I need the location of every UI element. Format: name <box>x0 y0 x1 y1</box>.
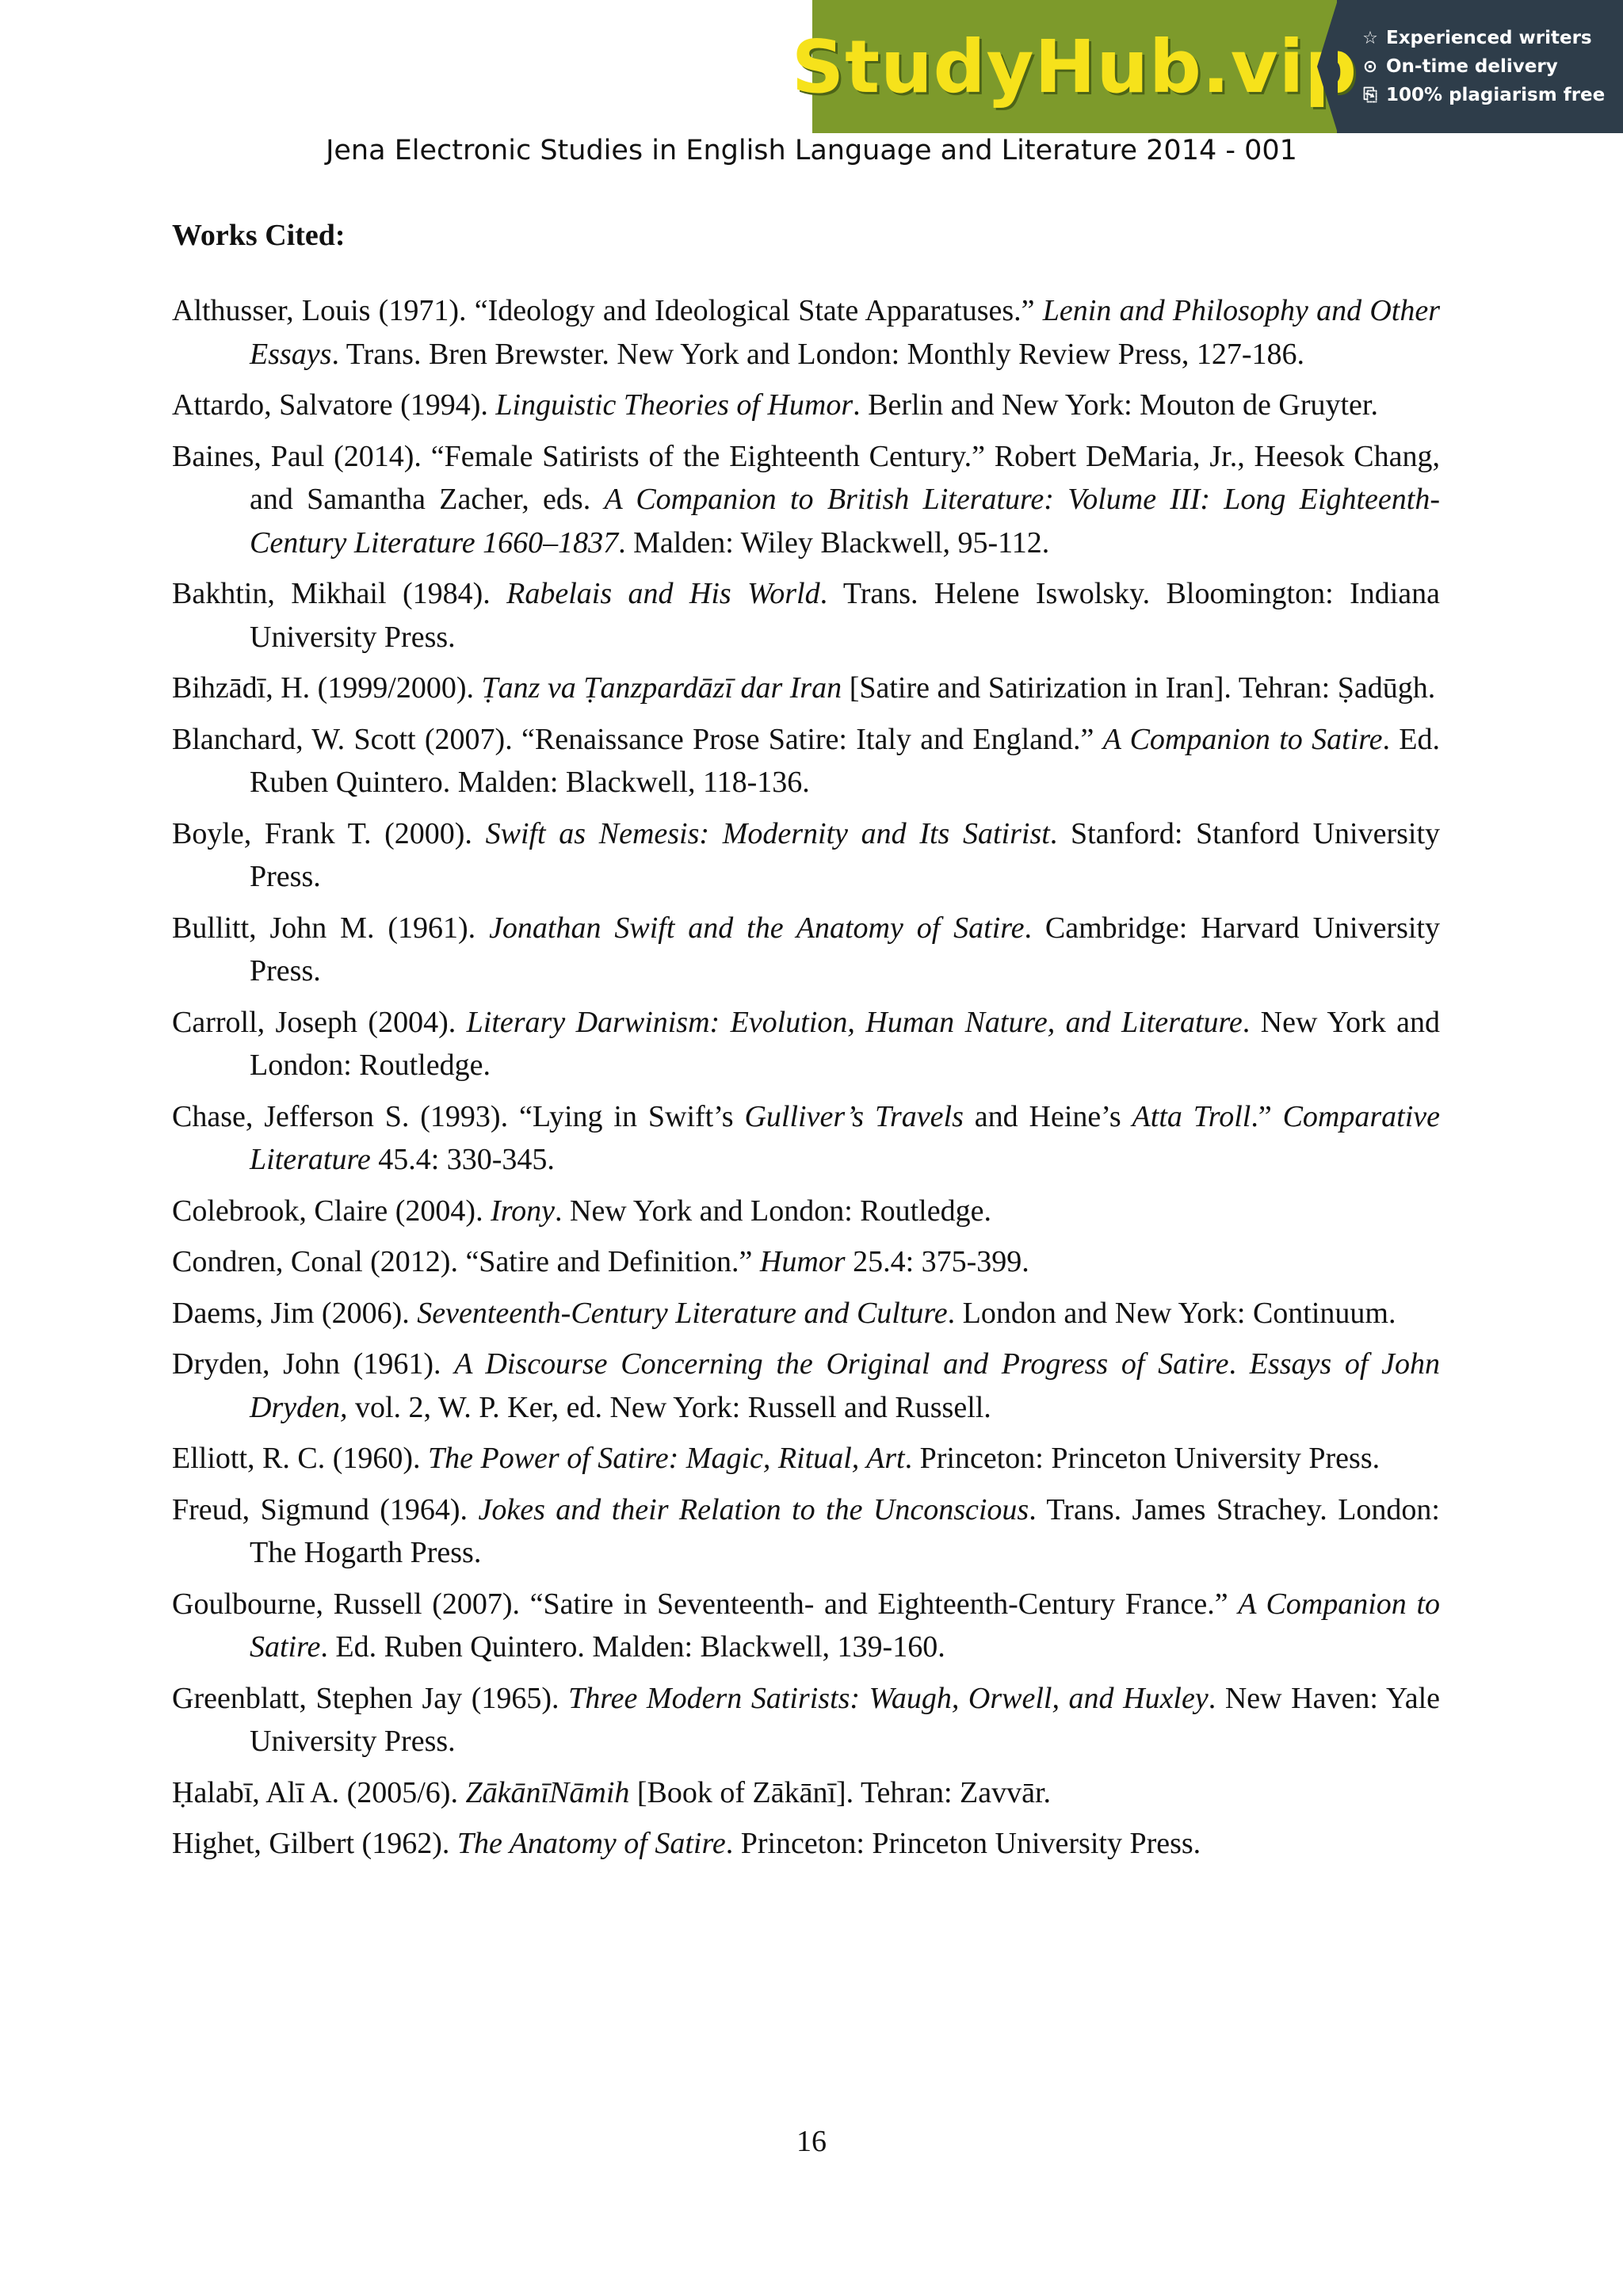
reference-text: [Book of Zākānī]. Tehran: Zavvār. <box>629 1775 1052 1809</box>
reference-title: ZākānīNāmih <box>465 1775 630 1809</box>
reference-title: Humor <box>759 1245 846 1278</box>
reference-list <box>172 289 1440 1874</box>
reference-text: Daems, Jim (2006). <box>172 1296 418 1330</box>
banner-logo[interactable] <box>791 0 1358 133</box>
reference-title: A Discourse Concerning the Original and Progress of Satire <box>454 1347 1229 1381</box>
reference-title: Lenin and Philosophy and Other Essays <box>250 294 1440 371</box>
reference-title: Essays of John Dryden, <box>250 1347 1441 1424</box>
page-number: 16 <box>796 2125 827 2158</box>
reference-text: vol. 2, W. P. Ker, ed. New York: Russell and Russell. <box>347 1390 991 1424</box>
reference-text: . New York and London: Routledge. <box>250 1005 1441 1082</box>
reference-title: A Companion to British Literature: Volume III: Long Eighteenth-Century Literature 1660–1837 <box>250 483 1441 560</box>
ad-banner[interactable] <box>791 0 1623 133</box>
reference-text: Dryden, John (1961). <box>172 1347 455 1381</box>
banner-features <box>1337 0 1623 133</box>
banner-feature <box>1361 28 1623 48</box>
reference-text: 45.4: 330-345. <box>370 1143 555 1176</box>
banner-divider <box>1317 0 1338 133</box>
reference-title: Comparative Literature <box>250 1099 1441 1176</box>
reference-entry <box>172 435 1440 565</box>
reference-text: Greenblatt, Stephen Jay (1965). <box>172 1681 569 1715</box>
banner-logo-text: StudyHub.vip <box>791 24 1358 109</box>
reference-entry <box>172 1677 1440 1763</box>
reference-title: Rabelais and His World <box>506 577 820 610</box>
reference-text: . Cambridge: Harvard University Press. <box>250 911 1440 988</box>
reference-title: Ṭanz va Ṭanzpardāzī dar Iran <box>481 671 842 705</box>
reference-entry <box>172 1771 1440 1815</box>
reference-title: Irony <box>491 1194 555 1228</box>
reference-text: [Satire and Satirization in Iran]. Tehran: Ṣadūgh. <box>842 671 1436 705</box>
reference-entry <box>172 384 1440 427</box>
reference-entry <box>172 1001 1440 1087</box>
reference-text: Colebrook, Claire (2004). <box>172 1194 491 1228</box>
reference-text: . <box>1228 1347 1250 1381</box>
banner-feature-label: 100% plagiarism free <box>1386 85 1606 105</box>
document-check-icon: ⎘ <box>1363 85 1377 105</box>
reference-text: Blanchard, W. Scott (2007). “Renaissance Prose Satire: Italy and England.” <box>172 722 1103 756</box>
reference-text: . London and New York: Continuum. <box>947 1296 1396 1330</box>
reference-text: . Princeton: Princeton University Press. <box>725 1827 1201 1860</box>
reference-text: . Trans. Bren Brewster. New York and London: Monthly Review Press, 127-186. <box>331 337 1305 371</box>
reference-text: Chase, Jefferson S. (1993). “Lying in Swift’s <box>172 1099 745 1133</box>
reference-text: Goulbourne, Russell (2007). “Satire in Seventeenth- and Eighteenth-Century France.” <box>172 1587 1239 1621</box>
reference-text: . Ed. Ruben Quintero. Malden: Blackwell, 118-136. <box>250 722 1440 799</box>
reference-text: Ḥalabī, Alī A. (2005/6). <box>172 1775 466 1809</box>
reference-title: Literary Darwinism: Evolution, Human Nature, and Literature <box>466 1005 1243 1039</box>
reference-title: Three Modern Satirists: Waugh, Orwell, and Huxley <box>568 1681 1209 1715</box>
reference-text: . Princeton: Princeton University Press. <box>904 1442 1381 1475</box>
reference-text: 25.4: 375-399. <box>845 1245 1029 1278</box>
reference-text: . Stanford: Stanford University Press. <box>250 816 1441 893</box>
reference-entry <box>172 1583 1440 1669</box>
reference-text: Highet, Gilbert (1962). <box>172 1827 457 1860</box>
reference-title: Gulliver’s Travels <box>744 1099 964 1133</box>
reference-entry <box>172 1822 1440 1866</box>
reference-entry <box>172 1240 1440 1284</box>
reference-entry <box>172 667 1440 710</box>
reference-text: . New York and London: Routledge. <box>555 1194 991 1228</box>
section-title: Works Cited: <box>172 219 346 252</box>
reference-text: . Malden: Wiley Blackwell, 95-112. <box>618 525 1050 560</box>
reference-text: . Trans. Helene Iswolsky. Bloomington: Indiana University Press. <box>250 577 1441 654</box>
reference-title: Linguistic Theories of Humor <box>495 388 854 422</box>
reference-text: . Trans. James Strachey. London: The Hogarth Press. <box>250 1492 1440 1569</box>
reference-text: Elliott, R. C. (1960). <box>172 1442 428 1475</box>
reference-entry <box>172 289 1440 376</box>
running-header: Jena Electronic Studies in English Language and Literature 2014 - 001 <box>326 135 1297 166</box>
reference-text: Boyle, Frank T. (2000). <box>172 816 486 850</box>
reference-text: .” <box>1251 1099 1283 1133</box>
reference-entry <box>172 1343 1440 1429</box>
reference-title: Atta Troll <box>1132 1099 1251 1133</box>
reference-text: . Ed. Ruben Quintero. Malden: Blackwell, 139-160. <box>320 1630 945 1664</box>
banner-feature <box>1361 85 1623 105</box>
reference-text: Condren, Conal (2012). “Satire and Definition.” <box>172 1245 760 1278</box>
banner-feature-label: On-time delivery <box>1386 56 1558 77</box>
reference-text: Freud, Sigmund (1964). <box>172 1492 479 1526</box>
reference-entry <box>172 1437 1440 1480</box>
reference-title: Jonathan Swift and the Anatomy of Satire <box>489 911 1025 945</box>
reference-entry <box>172 1190 1440 1233</box>
reference-entry <box>172 812 1440 899</box>
reference-text: Attardo, Salvatore (1994). <box>172 388 496 422</box>
reference-entry <box>172 572 1440 659</box>
reference-text: and Heine’s <box>963 1099 1132 1133</box>
reference-entry <box>172 1488 1440 1575</box>
reference-text: Carroll, Joseph (2004). <box>172 1005 467 1039</box>
star-outline-icon: ☆ <box>1362 28 1378 48</box>
reference-text: Althusser, Louis (1971). “Ideology and Ideological State Apparatuses.” <box>172 294 1043 327</box>
banner-feature-label: Experienced writers <box>1386 28 1592 48</box>
reference-title: Jokes and their Relation to the Unconscious <box>478 1492 1029 1526</box>
reference-entry <box>172 718 1440 804</box>
reference-title: Seventeenth-Century Literature and Culture <box>417 1296 948 1330</box>
banner-feature <box>1361 56 1623 77</box>
reference-title: The Anatomy of Satire <box>456 1827 726 1860</box>
reference-title: A Companion to Satire <box>250 1587 1440 1664</box>
clock-icon: ⊙ <box>1362 56 1378 77</box>
reference-text: Bakhtin, Mikhail (1984). <box>172 577 507 610</box>
reference-entry <box>172 1292 1440 1335</box>
reference-text: Baines, Paul (2014). “Female Satirists of the Eighteenth Century.” Robert DeMaria, Jr., Heesok Chang, and Samantha Zacher, eds. <box>172 439 1440 516</box>
reference-text: Bihzādī, H. (1999/2000). <box>172 671 482 705</box>
reference-entry <box>172 907 1440 993</box>
reference-title: The Power of Satire: Magic, Ritual, Art <box>428 1442 905 1475</box>
reference-text: Bullitt, John M. (1961). <box>172 911 490 945</box>
reference-text: . Berlin and New York: Mouton de Gruyter. <box>853 388 1378 422</box>
reference-title: A Companion to Satire <box>1102 722 1383 756</box>
reference-text: . New Haven: Yale University Press. <box>250 1681 1440 1758</box>
reference-title: Swift as Nemesis: Modernity and Its Satirist <box>485 816 1050 850</box>
reference-entry <box>172 1095 1440 1182</box>
